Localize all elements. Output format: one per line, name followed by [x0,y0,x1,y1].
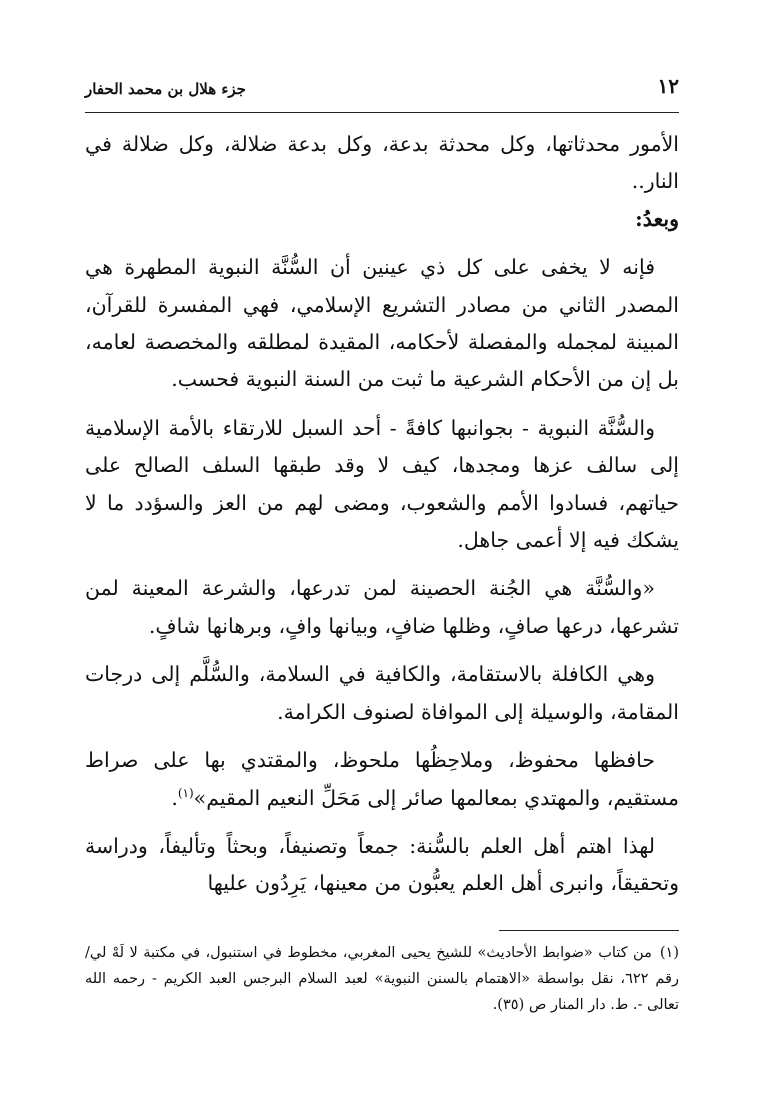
period: . [171,785,178,810]
quote-text: حافظها محفوظ، وملاحِظُها ملحوظ، والمقتدي بها على صراط مستقيم، والمهتدي بمعالمها صائر إلى مَحَلِّ النعيم المقيم» [85,748,679,810]
footnote [85,940,679,1018]
quote-paragraph: وهي الكافلة بالاستقامة، والكافية في السلامة، والسُّلَّم إلى درجات المقامة، والوسيلة إلى الموافاة لصنوف الكرامة. [85,662,679,724]
header-rule [85,112,679,113]
paragraph: لهذا اهتم أهل العلم بالسُّنة: جمعاً وتصنيفاً، وبحثاً وتأليفاً، ودراسة وتحقيقاً، وانبرى أهل العلم يعبُّون من معينها، يَرِدُون عليها [85,833,679,896]
footnote-marker: (١) [659,945,679,961]
body-text [85,126,679,903]
paragraph: والسُّنَّة النبوية - بجوانبها كافةً - أحد السبل للارتقاء بالأمة الإسلامية إلى سالف عزها ومجدها، كيف لا وقد طبقها السلف الصالح على حياتهم، فسادوا الأمم والشعوب، ومضى لهم من العز والسؤدد ما لا يشكك فيه إلا أعمى جاهل. [85,415,679,553]
section-lead: وبعدُ: [635,206,679,231]
paragraph: الأمور محدثاتها، وكل محدثة بدعة، وكل بدعة ضلالة، وكل ضلالة في النار.. [85,132,679,194]
quote-paragraph [85,742,679,817]
running-header-title: جزء هلال بن محمد الحفار [85,80,246,98]
footnote-text: من كتاب «ضوابط الأحاديث» للشيخ يحيى المغربي، مخطوط في استنبول، في مكتبة لا لَهْ لي/رقم ٦٢٢، نقل بواسطة «الاهتمام بالسنن النبوية» لعبد السلام البرجس العبد الكريم - رحمه الله تعالى -. ط. دار المنار ص (٣٥). [85,945,679,1013]
footnote-reference: (١) [177,785,194,800]
paragraph: فإنه لا يخفى على كل ذي عينين أن السُّنَّة النبوية المطهرة هي المصدر الثاني من مصادر التشريع الإسلامي، فهي المفسرة للقرآن، المبينة لمجمله والمفصلة لأحكامه، المقيدة لمطلقه والمخصصة لعامه، بل إن من الأحكام الشرعية ما ثبت من السنة النبوية فحسب. [85,255,679,392]
page-number: ١٢ [657,74,679,98]
footnote-rule [499,930,679,931]
quote-paragraph: «والسُّنَّة هي الجُنة الحصينة لمن تدرعها، والشرعة المعينة لمن تشرعها، درعها صافٍ، وظلها ضافٍ، وبيانها وافٍ، وبرهانها شافٍ. [85,576,679,638]
